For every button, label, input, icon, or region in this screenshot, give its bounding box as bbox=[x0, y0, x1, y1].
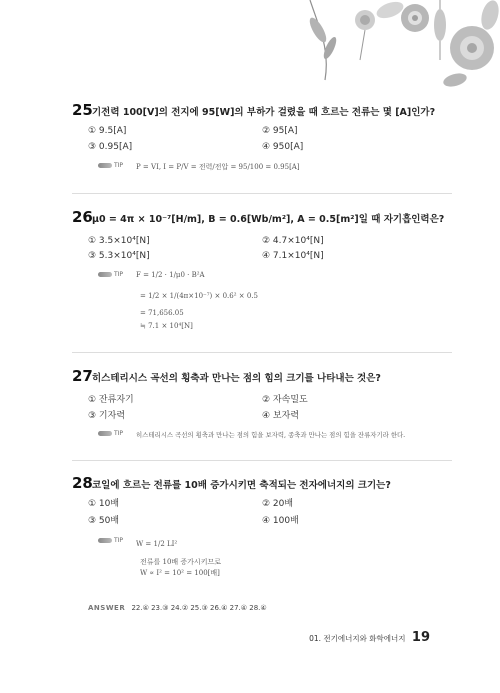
option-25-4[interactable]: ④ 950[A] bbox=[262, 142, 304, 152]
tip-line: F = 1/2 · 1/μ0 · B²A bbox=[136, 271, 205, 279]
chapter-title: 01. 전기에너지와 화학에너지 bbox=[309, 634, 406, 643]
divider bbox=[72, 193, 452, 194]
tip-label: TIP bbox=[114, 271, 124, 278]
option-28-3[interactable]: ③ 50배 bbox=[88, 516, 120, 526]
question-text-26: μ0 = 4π × 10⁻⁷[H/m], B = 0.6[Wb/m²], A = 0.5[m²]일 때 자기흡인력은? bbox=[92, 214, 445, 225]
option-25-3[interactable]: ③ 0.95[A] bbox=[88, 142, 133, 152]
option-27-4[interactable]: ④ 보자력 bbox=[262, 411, 300, 421]
divider bbox=[72, 460, 452, 461]
option-27-1[interactable]: ① 잔류자기 bbox=[88, 395, 134, 405]
option-27-3[interactable]: ③ 기자력 bbox=[88, 411, 126, 421]
tip-line: W = 1/2 LI² bbox=[136, 540, 178, 548]
option-28-2[interactable]: ② 20배 bbox=[262, 499, 294, 509]
question-text-28: 코일에 흐르는 전류를 10배 증가시키면 축적되는 전자에너지의 크기는? bbox=[92, 480, 391, 491]
tip-label: TIP bbox=[114, 162, 124, 169]
tip-badge-25 bbox=[98, 162, 123, 169]
question-number-27: 27 bbox=[72, 367, 93, 385]
option-27-2[interactable]: ② 자속밀도 bbox=[262, 395, 308, 405]
tip-arrow-icon bbox=[98, 538, 112, 543]
tip-badge-26 bbox=[98, 271, 123, 278]
question-text-25: 기전력 100[V]의 전지에 95[W]의 부하가 걸렸을 때 흐르는 전류는 몇 [A]인가? bbox=[92, 107, 436, 118]
floral-decoration bbox=[290, 0, 500, 90]
question-number-26: 26 bbox=[72, 208, 93, 226]
tip-line: 히스테리시스 곡선의 횡축과 만나는 점의 힘을 보자력, 종축과 만나는 점의 힘을 잔류자기라 한다. bbox=[136, 431, 406, 439]
question-text-27: 히스테리시스 곡선의 횡축과 만나는 점의 힘의 크기를 나타내는 것은? bbox=[92, 373, 381, 384]
option-26-3[interactable]: ③ 5.3×10⁴[N] bbox=[88, 251, 150, 261]
tip-line: 전류를 10배 증가시키므로 bbox=[140, 558, 221, 566]
tip-badge-28 bbox=[98, 537, 123, 544]
answer-key bbox=[88, 604, 267, 612]
tip-line: = 1/2 × 1/(4π×10⁻⁷) × 0.6² × 0.5 bbox=[140, 292, 258, 300]
option-28-4[interactable]: ④ 100배 bbox=[262, 516, 299, 526]
tip-badge-27 bbox=[98, 430, 123, 437]
tip-arrow-icon bbox=[98, 431, 112, 436]
option-25-2[interactable]: ② 95[A] bbox=[262, 126, 298, 136]
tip-line: P = VI, I = P/V = 전력/전압 = 95/100 = 0.95[A] bbox=[136, 163, 300, 171]
question-number-28: 28 bbox=[72, 474, 93, 492]
answer-values: 22.④ 23.③ 24.② 25.③ 26.④ 27.④ 28.④ bbox=[131, 604, 267, 612]
page-number: 19 bbox=[411, 630, 430, 645]
page-footer bbox=[309, 630, 430, 645]
option-28-1[interactable]: ① 10배 bbox=[88, 499, 120, 509]
tip-label: TIP bbox=[114, 430, 124, 437]
tip-line: = 71,656.05 bbox=[140, 309, 184, 317]
tip-arrow-icon bbox=[98, 163, 112, 168]
option-26-2[interactable]: ② 4.7×10⁴[N] bbox=[262, 236, 324, 246]
answer-label: ANSWER bbox=[88, 604, 126, 612]
option-25-1[interactable]: ① 9.5[A] bbox=[88, 126, 127, 136]
question-number-25: 25 bbox=[72, 101, 93, 119]
tip-line: ≒ 7.1 × 10⁴[N] bbox=[140, 322, 193, 330]
option-26-1[interactable]: ① 3.5×10⁴[N] bbox=[88, 236, 150, 246]
option-26-4[interactable]: ④ 7.1×10⁴[N] bbox=[262, 251, 324, 261]
tip-label: TIP bbox=[114, 537, 124, 544]
tip-line: W ∝ I² = 10² = 100[배] bbox=[140, 569, 220, 577]
tip-arrow-icon bbox=[98, 272, 112, 277]
divider bbox=[72, 352, 452, 353]
